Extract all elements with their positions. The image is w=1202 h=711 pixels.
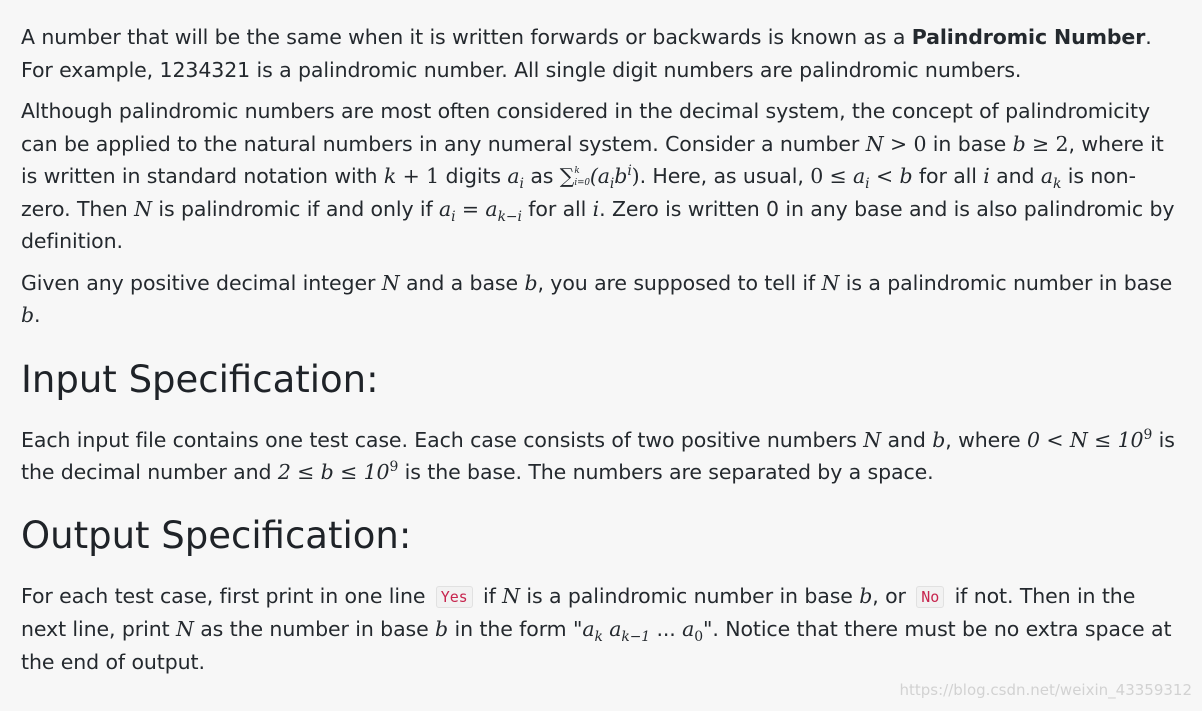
text: , where it is written in standard notation with xyxy=(21,131,1164,188)
math-ge-two: ≥ 2 xyxy=(1025,131,1069,156)
math-a: a xyxy=(439,196,452,221)
math-sup-i: i xyxy=(627,163,632,180)
code-yes: Yes xyxy=(436,586,473,608)
math-b: b xyxy=(524,270,538,295)
text: A number that will be the same when it is written forwards or backwards is known as a xyxy=(21,25,912,49)
text: if xyxy=(476,583,503,608)
text: as the number in base xyxy=(193,617,436,641)
text: if not. Then in the next line, print xyxy=(21,583,1136,641)
text: Each input file contains one test case. Each case consists of two positive numbers xyxy=(21,427,864,452)
math-b: b xyxy=(859,583,873,608)
math-a: a xyxy=(682,617,695,641)
text: , where xyxy=(945,427,1027,452)
text-ellipsis: ... xyxy=(650,617,683,641)
text: for all xyxy=(912,164,984,188)
sigma-limits xyxy=(574,165,590,189)
text: in base xyxy=(926,131,1013,156)
math-sub-i: i xyxy=(609,176,615,193)
math-a: a xyxy=(1040,164,1053,188)
text: is a palindromic number in base xyxy=(519,583,860,608)
math-a: a xyxy=(602,617,622,641)
math-sub-k-minus-i: k−i xyxy=(497,208,522,225)
math-lt-b: < b xyxy=(869,164,913,188)
text: , you are supposed to tell if xyxy=(537,270,822,295)
math-n: N xyxy=(863,427,882,452)
task-paragraph xyxy=(21,267,1181,332)
math-i: i xyxy=(592,196,600,221)
text: as xyxy=(523,164,560,188)
math-paren: ) xyxy=(631,164,640,188)
text: . xyxy=(34,303,41,327)
intro-paragraph xyxy=(21,21,1181,86)
math-n: N xyxy=(134,196,152,221)
math-eq: = a xyxy=(455,196,498,221)
math-n-range: 0 < N ≤ 10 xyxy=(1026,427,1144,452)
math-n: N xyxy=(865,131,884,156)
math-b: b xyxy=(932,427,946,452)
math-zero-le: 0 ≤ xyxy=(810,164,854,188)
text: . Zero is written 0 in any base and is also palindromic by definition. xyxy=(21,196,1175,253)
math-a: a xyxy=(582,617,595,641)
input-specification-paragraph xyxy=(21,424,1181,489)
math-sup-9: 9 xyxy=(1143,426,1153,443)
math-sub-k-minus-1: k−1 xyxy=(621,629,651,646)
math-sub-k: k xyxy=(594,629,603,646)
math-b: b xyxy=(435,617,449,641)
text: in the form " xyxy=(448,617,583,641)
math-b: b xyxy=(614,164,628,188)
math-sub-0: 0 xyxy=(694,629,704,646)
math-n: N xyxy=(381,270,400,295)
code-no: No xyxy=(916,586,944,608)
text: and xyxy=(989,164,1041,188)
math-gt-zero: > 0 xyxy=(883,131,927,156)
text: is the base. The numbers are separated by a space. xyxy=(398,460,934,484)
definition-paragraph xyxy=(21,95,1181,258)
problem-statement xyxy=(21,21,1181,687)
text: . Here, as usual, xyxy=(639,164,811,188)
input-specification-heading: Input Specification: xyxy=(21,357,379,401)
text: for all xyxy=(521,196,593,221)
math-sigma: ∑ xyxy=(559,164,575,188)
text: digits xyxy=(439,164,508,188)
text: , or xyxy=(872,583,913,608)
text: is palindromic if and only if xyxy=(151,196,440,221)
text: Given any positive decimal integer xyxy=(21,270,382,295)
math-b: b xyxy=(1012,131,1026,156)
text: Although palindromic numbers are most often considered in the decimal system, the concept of palindromicity can be applied to the natural numbers in any numeral system. Consider a number xyxy=(21,99,1150,156)
text: For each test case, first print in one line xyxy=(21,583,432,608)
text: ". Notice that there must be no extra space at the end of output. xyxy=(21,617,1172,674)
math-n: N xyxy=(175,617,194,641)
math-sub-i: i xyxy=(519,176,524,193)
text: is the decimal number and xyxy=(21,427,1175,484)
text: is a palindromic number in base xyxy=(839,270,1173,295)
term-palindromic-number: Palindromic Number xyxy=(911,25,1146,49)
text: and xyxy=(881,427,933,452)
watermark: https://blog.csdn.net/weixin_43359312 xyxy=(899,681,1192,699)
math-b: b xyxy=(21,303,35,327)
math-plus-one: + 1 xyxy=(396,164,440,188)
math-n: N xyxy=(502,583,520,608)
sigma-lower: i=0 xyxy=(574,178,590,188)
math-sub-i: i xyxy=(865,176,870,193)
math-i: i xyxy=(983,164,990,188)
math-n: N xyxy=(821,270,840,295)
output-specification-paragraph xyxy=(21,580,1181,679)
math-k: k xyxy=(383,164,397,188)
math-a: a xyxy=(853,164,866,188)
math-sum-body: (a xyxy=(589,164,610,188)
math-sub-k: k xyxy=(1052,176,1062,193)
text: and a base xyxy=(399,270,525,295)
text: is non-zero. Then xyxy=(21,164,1136,221)
math-sup-9: 9 xyxy=(389,459,399,476)
math-b-range: 2 ≤ b ≤ 10 xyxy=(277,460,390,484)
text: . For example, 1234321 is a palindromic number. All single digit numbers are palindromic numbers. xyxy=(21,25,1152,82)
math-a: a xyxy=(507,164,520,188)
math-sub-i: i xyxy=(451,208,456,225)
output-specification-heading: Output Specification: xyxy=(21,513,412,557)
sigma-upper: k xyxy=(574,166,580,176)
